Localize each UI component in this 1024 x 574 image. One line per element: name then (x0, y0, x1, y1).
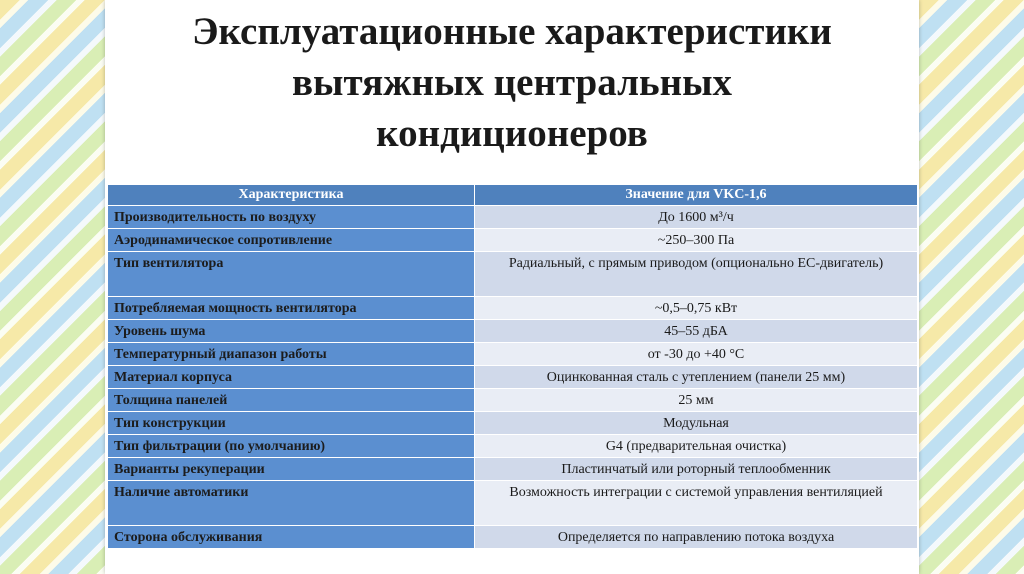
row-name: Тип конструкции (108, 412, 475, 435)
row-name: Материал корпуса (108, 366, 475, 389)
row-name: Аэродинамическое сопротивление (108, 229, 475, 252)
table-row (108, 297, 918, 320)
row-name: Производительность по воздуху (108, 206, 475, 229)
row-name: Сторона обслуживания (108, 526, 475, 549)
row-name: Температурный диапазон работы (108, 343, 475, 366)
row-value: ~0,5–0,75 кВт (475, 297, 918, 320)
row-value: Модульная (475, 412, 918, 435)
title-line: вытяжных центральных (291, 61, 733, 104)
table-row (108, 435, 918, 458)
table-row (108, 481, 918, 526)
row-name: Тип фильтрации (по умолчанию) (108, 435, 475, 458)
row-name: Толщина панелей (108, 389, 475, 412)
slide-title (105, 6, 919, 159)
row-name: Наличие автоматики (108, 481, 475, 526)
row-value: До 1600 м³/ч (475, 206, 918, 229)
row-value: Возможность интеграции с системой управления вентиляцией (475, 481, 918, 526)
table-row (108, 458, 918, 481)
table-row (108, 412, 918, 435)
decorative-stripes-left (0, 0, 105, 574)
table-row (108, 320, 918, 343)
decorative-stripes-right (919, 0, 1024, 574)
row-name: Уровень шума (108, 320, 475, 343)
table-row (108, 366, 918, 389)
table-row (108, 343, 918, 366)
header-characteristic: Характеристика (108, 185, 475, 206)
header-value: Значение для VKC-1,6 (475, 185, 918, 206)
row-name: Тип вентилятора (108, 252, 475, 297)
table-row (108, 526, 918, 549)
row-name: Потребляемая мощность вентилятора (108, 297, 475, 320)
spec-table (107, 184, 918, 549)
table-row (108, 229, 918, 252)
table-row (108, 206, 918, 229)
row-name: Варианты рекуперации (108, 458, 475, 481)
table-header-row (108, 185, 918, 206)
row-value: Пластинчатый или роторный теплообменник (475, 458, 918, 481)
row-value: Радиальный, с прямым приводом (опционально ЕС-двигатель) (475, 252, 918, 297)
row-value: Определяется по направлению потока воздуха (475, 526, 918, 549)
row-value: 45–55 дБА (475, 320, 918, 343)
title-line: кондиционеров (376, 112, 648, 155)
title-line: Эксплуатационные характеристики (192, 10, 832, 53)
row-value: от -30 до +40 °С (475, 343, 918, 366)
row-value: 25 мм (475, 389, 918, 412)
row-value: ~250–300 Па (475, 229, 918, 252)
row-value: Оцинкованная сталь с утеплением (панели 25 мм) (475, 366, 918, 389)
table-row (108, 389, 918, 412)
table-row (108, 252, 918, 297)
row-value: G4 (предварительная очистка) (475, 435, 918, 458)
